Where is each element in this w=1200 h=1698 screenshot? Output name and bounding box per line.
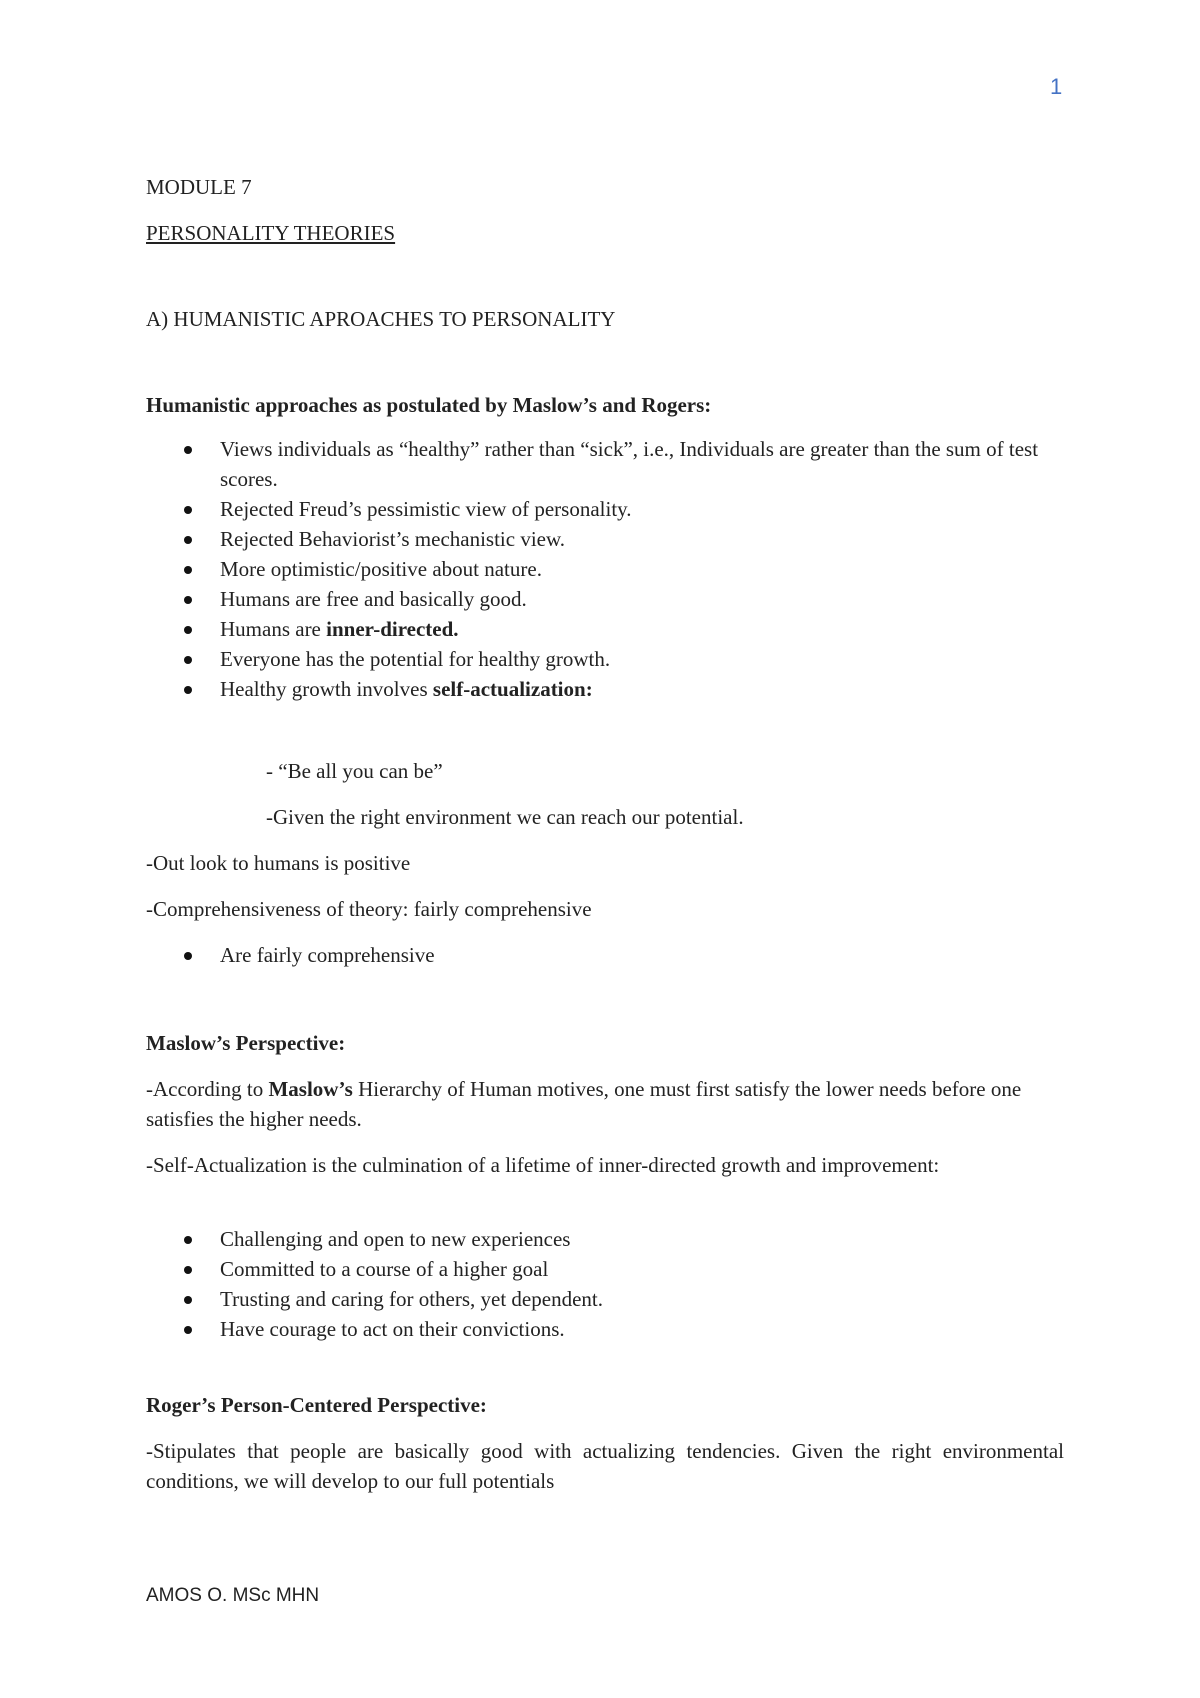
comprehensiveness-line: -Comprehensiveness of theory: fairly comprehensive: [146, 897, 592, 921]
footer-author: AMOS O. MSc MHN: [146, 1585, 320, 1606]
inner-directed-term: inner-directed.: [326, 617, 459, 641]
maslow-bullet-list: [146, 1224, 1064, 1344]
maslow-heading: Maslow’s Perspective:: [146, 1031, 346, 1055]
comprehensive-bullet-list: [146, 940, 1064, 970]
inner-directed-prefix: Humans are: [220, 617, 327, 641]
list-item: Challenging and open to new experiences: [146, 1224, 1064, 1254]
list-item: Views individuals as “healthy” rather than “sick”, i.e., Individuals are greater than the sum of test scores.: [146, 434, 1064, 494]
sub-line-be-all: - “Be all you can be”: [266, 759, 443, 783]
rogers-heading: Roger’s Person-Centered Perspective:: [146, 1393, 487, 1417]
list-item: Committed to a course of a higher goal: [146, 1254, 1064, 1284]
list-item: Everyone has the potential for healthy growth.: [146, 644, 1064, 674]
list-item: Rejected Behaviorist’s mechanistic view.: [146, 524, 1064, 554]
maslow-para1-suffix: Hierarchy of Human motives, one must first satisfy the lower needs before one satisfies the higher needs.: [146, 1077, 1022, 1131]
list-item: Trusting and caring for others, yet dependent.: [146, 1284, 1064, 1314]
sub-line-environment: -Given the right environment we can reach our potential.: [266, 805, 744, 829]
list-item: Have courage to act on their convictions.: [146, 1314, 1064, 1344]
maslow-para1-prefix: -According to: [146, 1077, 269, 1101]
self-actualization-term: self-actualization:: [432, 677, 593, 701]
list-item-inner-directed: [146, 614, 1064, 644]
self-actualization-prefix: Healthy growth involves: [220, 677, 433, 701]
list-item: More optimistic/positive about nature.: [146, 554, 1064, 584]
list-item: Humans are free and basically good.: [146, 584, 1064, 614]
maslow-paragraph-2: -Self-Actualization is the culmination of a lifetime of inner-directed growth and improvement:: [146, 1153, 940, 1177]
section-title: PERSONALITY THEORIES: [146, 221, 396, 245]
maslow-name: Maslow’s: [268, 1077, 353, 1101]
maslow-paragraph-1: [146, 1074, 1064, 1134]
humanistic-heading: Humanistic approaches as postulated by Maslow’s and Rogers:: [146, 393, 712, 417]
page-number: 1: [1050, 74, 1063, 99]
outlook-line: -Out look to humans is positive: [146, 851, 411, 875]
humanistic-bullet-list: [146, 434, 1064, 704]
list-item: Rejected Freud’s pessimistic view of personality.: [146, 494, 1064, 524]
rogers-paragraph: -Stipulates that people are basically good with actualizing tendencies. Given the right environmental conditions, we will develop to our full potentials: [146, 1439, 1064, 1493]
module-title: MODULE 7: [146, 175, 252, 199]
list-item: Are fairly comprehensive: [146, 940, 1064, 970]
part-a-heading: A) HUMANISTIC APROACHES TO PERSONALITY: [146, 307, 616, 331]
list-item-self-actualization: [146, 674, 1064, 704]
